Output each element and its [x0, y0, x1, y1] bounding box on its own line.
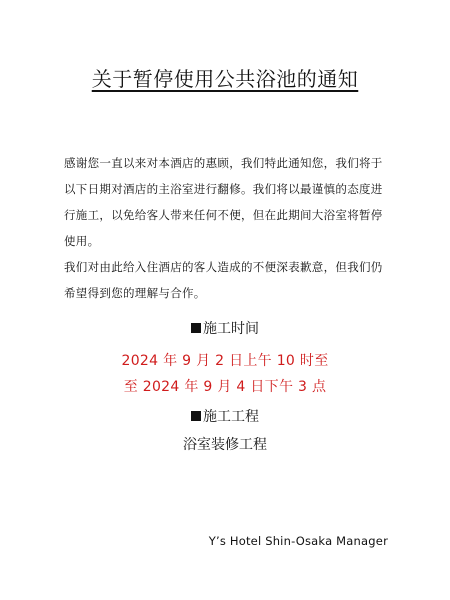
schedule-start: 2024 年 9 月 2 日上午 10 时至 [121, 353, 329, 369]
work-heading-label: 施工工程 [203, 409, 259, 425]
notice-title: 关于暂停使用公共浴池的通知 [91, 67, 359, 91]
notice-body [64, 150, 394, 306]
square-bullet-icon [191, 411, 201, 421]
work-description: 浴室装修工程 [183, 437, 267, 453]
schedule-heading [0, 318, 450, 338]
schedule-heading-label: 施工时间 [203, 321, 259, 337]
work-heading [0, 406, 450, 426]
signature: Y’s Hotel Shin-Osaka Manager [208, 534, 388, 548]
body-paragraph-2: 我们对由此给入住酒店的客人造成的不便深表歉意，但我们仍希望得到您的理解与合作。 [64, 260, 383, 300]
square-bullet-icon [191, 323, 201, 333]
body-paragraph-1: 感谢您一直以来对本酒店的惠顾，我们特此通知您，我们将于以下日期对酒店的主浴室进行翻修。我们将以最谨慎的态度进行施工，以免给客人带来任何不便，但在此期间大浴室将暂停使用。 [64, 156, 383, 248]
schedule-end: 至 2024 年 9 月 4 日下午 3 点 [123, 379, 327, 395]
